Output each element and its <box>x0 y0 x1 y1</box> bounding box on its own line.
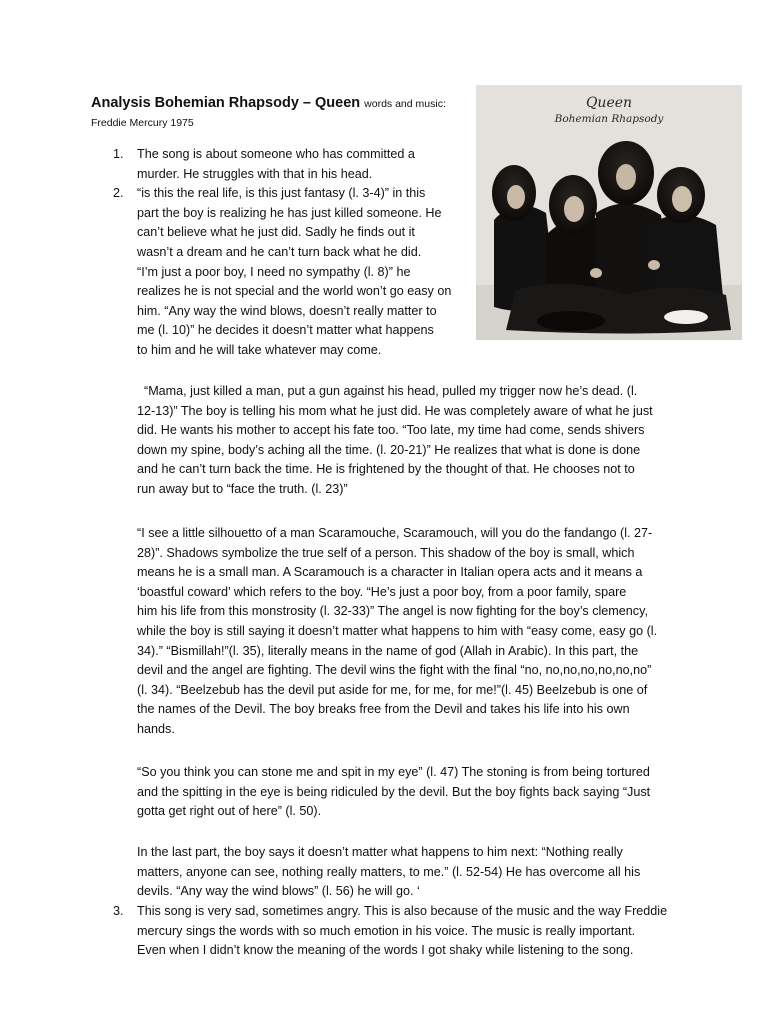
paragraph-line: means he is a small man. A Scaramouch is a character in Italian opera acts and it means a <box>137 565 643 580</box>
paragraph-line: In the last part, the boy says it doesn’t matter what happens to him next: “Nothing really <box>137 845 623 859</box>
list-item-line: The song is about someone who has committed a <box>137 147 415 161</box>
list-item-line: to him and he will take whatever may come. <box>137 343 382 357</box>
title-subtitle: words and music: <box>364 98 446 110</box>
list-item-line: “I’m just a poor boy, I need no sympathy (l. 8)” he <box>137 264 411 279</box>
paragraph-line: “I see a little silhouetto of a man Scaramouche, Scaramouch, will you do the fandango (l. 27- <box>137 526 653 540</box>
paragraph-line: did. He wants his mother to accept his fate too. “Too late, my time had come, sends shivers <box>137 423 645 438</box>
title-main: Analysis Bohemian Rhapsody – Queen <box>91 95 361 111</box>
paragraph-line: the names of the Devil. The boy breaks free from the Devil and takes his life into his own <box>137 702 630 717</box>
paragraph-line: 12-13)” The boy is telling his mom what he just did. He was completely aware of what he just <box>137 403 653 418</box>
list-item-line: realizes he is not special and the world won’t go easy on <box>137 284 452 299</box>
paragraph-line: hands. <box>137 722 175 736</box>
paragraph-line: 28)”. Shadows symbolize the true self of a person. This shadow of the boy is small, which <box>137 545 635 560</box>
paragraph-line: run away but to “face the truth. (l. 23)” <box>137 482 348 496</box>
list-item-line: murder. He struggles with that in his head. <box>137 166 373 181</box>
paragraph-line: down my spine, body’s aching all the time. (l. 20-21)” He realizes that what is done is done <box>137 442 641 457</box>
paragraph-line: matters, anyone can see, nothing really matters, to me.” (l. 52-54) He has overcome all his <box>137 864 641 879</box>
paragraph-line: ‘boastful coward’ which refers to the boy. “He’s just a poor boy, from a poor family, spare <box>137 584 627 599</box>
list-item-line: can’t believe what he just did. Sadly he finds out it <box>137 225 415 240</box>
paragraph-line: devils. “Any way the wind blows” (l. 56) he will go. ‘ <box>137 884 420 899</box>
list-number: 3. <box>113 904 124 918</box>
album-cover <box>476 85 742 340</box>
list-number: 2. <box>113 186 124 201</box>
paragraph-line: devil and the angel are fighting. The devil wins the fight with the final “no, no,no,no,no,no,no” <box>137 663 652 678</box>
list-number: 1. <box>113 147 124 161</box>
document-title <box>91 93 481 115</box>
list-item-line: me (l. 10)” he decides it doesn’t matter what happens <box>137 323 434 338</box>
list-item-line: wasn’t a dream and he can’t turn back what he did. <box>137 245 422 259</box>
document-byline: Freddie Mercury 1975 <box>91 117 194 129</box>
paragraph-line: and the spitting in the eye is being ridiculed by the devil. But the boy fights back saying “Just <box>137 784 651 799</box>
paragraph-line: gotta get right out of here” (l. 50). <box>137 804 322 819</box>
cover-song-name: Bohemian Rhapsody <box>554 113 664 125</box>
paragraph-line: 34).” “Bismillah!”(l. 35), literally means in the name of god (Allah in Arabic). In this part, the <box>137 643 639 658</box>
cover-band-name: Queen <box>585 95 633 111</box>
list-item-line: part the boy is realizing he has just killed someone. He <box>137 205 442 220</box>
list-item-line: him. “Any way the wind blows, doesn’t really matter to <box>137 303 437 318</box>
list-item-line: mercury sings the words with so much emotion in his voice. The music is really important. <box>137 923 636 938</box>
list-item-line: Even when I didn’t know the meaning of the words I got shaky while listening to the song. <box>137 943 634 958</box>
list-item-line: “is this the real life, is this just fantasy (l. 3-4)” in this <box>137 186 426 201</box>
paragraph-line: (l. 34). “Beelzebub has the devil put aside for me, for me, for me!”(l. 45) Beelzebub is one of <box>137 682 648 697</box>
paragraph-line: him his life from this monstrosity (l. 32-33)” The angel is now fighting for the boy’s clemency, <box>137 604 648 619</box>
paragraph-line: “So you think you can stone me and spit in my eye” (l. 47) The stoning is from being tortured <box>137 765 650 779</box>
list-item-line: This song is very sad, sometimes angry. This is also because of the music and the way Freddie <box>137 904 668 918</box>
paragraph-line: “Mama, just killed a man, put a gun against his head, pulled my trigger now he’s dead. (l. <box>137 384 638 398</box>
paragraph-line: while the boy is still saying it doesn’t matter what happens to him with “easy come, easy go (l. <box>137 624 658 638</box>
paragraph-line: and he can’t turn back the time. He is frightened by the thought of that. He chooses not to <box>137 462 635 477</box>
